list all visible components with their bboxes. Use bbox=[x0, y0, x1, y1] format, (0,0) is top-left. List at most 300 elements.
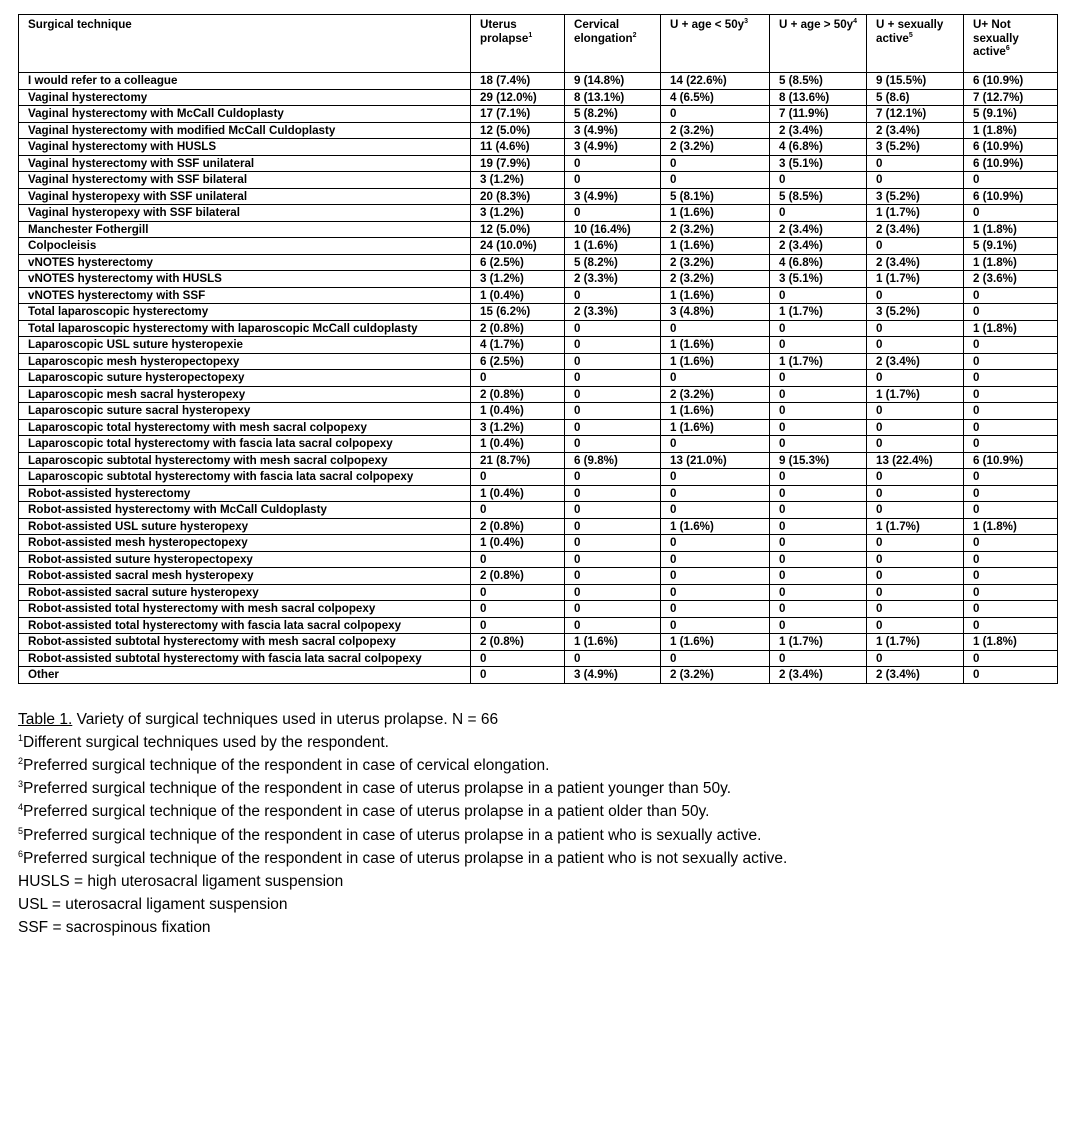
technique-cell: Laparoscopic suture hysteropectopexy bbox=[19, 370, 471, 387]
count-cell: 0 bbox=[661, 155, 770, 172]
count-cell: 1 (1.6%) bbox=[661, 337, 770, 354]
count-cell: 0 bbox=[964, 403, 1058, 420]
column-header bbox=[964, 15, 1058, 73]
column-header-label: U + age < 50y bbox=[670, 18, 745, 31]
count-cell: 1 (0.4%) bbox=[471, 535, 565, 552]
technique-cell: vNOTES hysterectomy with HUSLS bbox=[19, 271, 471, 288]
count-cell: 2 (3.2%) bbox=[661, 139, 770, 156]
table-row bbox=[19, 337, 1058, 354]
technique-cell: Vaginal hysterectomy with McCall Culdoplasty bbox=[19, 106, 471, 123]
count-cell: 3 (5.1%) bbox=[770, 155, 867, 172]
table-row bbox=[19, 502, 1058, 519]
count-cell: 0 bbox=[661, 370, 770, 387]
count-cell: 3 (1.2%) bbox=[471, 419, 565, 436]
count-cell: 3 (5.2%) bbox=[867, 304, 964, 321]
technique-cell: Total laparoscopic hysterectomy with laparoscopic McCall culdoplasty bbox=[19, 320, 471, 337]
column-header bbox=[770, 15, 867, 73]
table-row bbox=[19, 436, 1058, 453]
count-cell: 0 bbox=[867, 601, 964, 618]
column-header-label: Cervical elongation bbox=[574, 18, 633, 45]
count-cell: 2 (3.2%) bbox=[661, 667, 770, 684]
count-cell: 0 bbox=[770, 436, 867, 453]
technique-cell: Vaginal hysterectomy with HUSLS bbox=[19, 139, 471, 156]
count-cell: 0 bbox=[565, 155, 661, 172]
table-row bbox=[19, 106, 1058, 123]
count-cell: 15 (6.2%) bbox=[471, 304, 565, 321]
count-cell: 29 (12.0%) bbox=[471, 89, 565, 106]
count-cell: 0 bbox=[964, 205, 1058, 222]
table-row bbox=[19, 370, 1058, 387]
count-cell: 0 bbox=[867, 551, 964, 568]
count-cell: 1 (1.8%) bbox=[964, 221, 1058, 238]
count-cell: 0 bbox=[867, 650, 964, 667]
count-cell: 0 bbox=[565, 320, 661, 337]
count-cell: 0 bbox=[770, 584, 867, 601]
count-cell: 12 (5.0%) bbox=[471, 122, 565, 139]
count-cell: 0 bbox=[867, 172, 964, 189]
count-cell: 0 bbox=[661, 601, 770, 618]
table-row bbox=[19, 221, 1058, 238]
count-cell: 0 bbox=[565, 419, 661, 436]
count-cell: 9 (15.5%) bbox=[867, 73, 964, 90]
count-cell: 3 (1.2%) bbox=[471, 271, 565, 288]
technique-cell: Other bbox=[19, 667, 471, 684]
count-cell: 2 (3.4%) bbox=[770, 238, 867, 255]
count-cell: 2 (3.2%) bbox=[661, 221, 770, 238]
table-row bbox=[19, 535, 1058, 552]
count-cell: 2 (3.4%) bbox=[770, 221, 867, 238]
count-cell: 0 bbox=[565, 584, 661, 601]
column-header-label: Surgical technique bbox=[28, 18, 132, 31]
count-cell: 5 (8.6) bbox=[867, 89, 964, 106]
count-cell: 3 (5.2%) bbox=[867, 139, 964, 156]
count-cell: 4 (6.8%) bbox=[770, 139, 867, 156]
count-cell: 0 bbox=[770, 551, 867, 568]
count-cell: 12 (5.0%) bbox=[471, 221, 565, 238]
count-cell: 7 (11.9%) bbox=[770, 106, 867, 123]
count-cell: 0 bbox=[661, 469, 770, 486]
footnote-text: Preferred surgical technique of the respondent in case of uterus prolapse in a patient who is sexually active. bbox=[23, 826, 762, 844]
count-cell: 0 bbox=[565, 650, 661, 667]
count-cell: 2 (3.2%) bbox=[661, 254, 770, 271]
technique-cell: Robot-assisted hysterectomy with McCall Culdoplasty bbox=[19, 502, 471, 519]
table-row bbox=[19, 403, 1058, 420]
column-header-footnote-marker: 1 bbox=[528, 31, 533, 39]
abbreviation: HUSLS = high uterosacral ligament suspension bbox=[18, 872, 344, 890]
count-cell: 1 (1.7%) bbox=[867, 205, 964, 222]
footnote-marker: 3 bbox=[18, 778, 24, 789]
document bbox=[18, 14, 1058, 940]
table-row bbox=[19, 172, 1058, 189]
count-cell: 2 (3.3%) bbox=[565, 304, 661, 321]
count-cell: 1 (1.6%) bbox=[661, 403, 770, 420]
count-cell: 0 bbox=[770, 320, 867, 337]
count-cell: 0 bbox=[661, 535, 770, 552]
column-header-footnote-marker: 3 bbox=[744, 18, 749, 26]
count-cell: 2 (0.8%) bbox=[471, 568, 565, 585]
count-cell: 0 bbox=[661, 485, 770, 502]
count-cell: 0 bbox=[770, 535, 867, 552]
count-cell: 1 (1.7%) bbox=[770, 353, 867, 370]
footnote-marker: 1 bbox=[18, 732, 24, 743]
table-row bbox=[19, 155, 1058, 172]
table-row bbox=[19, 320, 1058, 337]
count-cell: 0 bbox=[964, 485, 1058, 502]
count-cell: 1 (1.6%) bbox=[661, 287, 770, 304]
technique-cell: I would refer to a colleague bbox=[19, 73, 471, 90]
count-cell: 0 bbox=[770, 617, 867, 634]
table-caption bbox=[18, 708, 1058, 731]
count-cell: 21 (8.7%) bbox=[471, 452, 565, 469]
count-cell: 0 bbox=[661, 551, 770, 568]
count-cell: 0 bbox=[964, 304, 1058, 321]
technique-cell: Robot-assisted total hysterectomy with mesh sacral colpopexy bbox=[19, 601, 471, 618]
count-cell: 0 bbox=[471, 551, 565, 568]
table-row bbox=[19, 271, 1058, 288]
footnote bbox=[18, 777, 1058, 800]
count-cell: 20 (8.3%) bbox=[471, 188, 565, 205]
count-cell: 0 bbox=[770, 386, 867, 403]
count-cell: 1 (0.4%) bbox=[471, 403, 565, 420]
count-cell: 4 (6.5%) bbox=[661, 89, 770, 106]
count-cell: 0 bbox=[964, 650, 1058, 667]
count-cell: 2 (3.4%) bbox=[867, 122, 964, 139]
count-cell: 3 (4.9%) bbox=[565, 188, 661, 205]
footnote bbox=[18, 731, 1058, 754]
count-cell: 0 bbox=[471, 601, 565, 618]
technique-cell: Laparoscopic total hysterectomy with mesh sacral colpopexy bbox=[19, 419, 471, 436]
count-cell: 0 bbox=[770, 485, 867, 502]
count-cell: 0 bbox=[661, 106, 770, 123]
count-cell: 2 (0.8%) bbox=[471, 386, 565, 403]
count-cell: 5 (9.1%) bbox=[964, 106, 1058, 123]
count-cell: 0 bbox=[661, 172, 770, 189]
table-header-row bbox=[19, 15, 1058, 73]
count-cell: 0 bbox=[867, 502, 964, 519]
count-cell: 0 bbox=[964, 551, 1058, 568]
technique-cell: vNOTES hysterectomy with SSF bbox=[19, 287, 471, 304]
count-cell: 0 bbox=[471, 469, 565, 486]
count-cell: 0 bbox=[867, 337, 964, 354]
count-cell: 0 bbox=[565, 353, 661, 370]
count-cell: 0 bbox=[471, 502, 565, 519]
abbreviation: USL = uterosacral ligament suspension bbox=[18, 896, 288, 914]
table-row bbox=[19, 386, 1058, 403]
count-cell: 8 (13.6%) bbox=[770, 89, 867, 106]
count-cell: 0 bbox=[964, 617, 1058, 634]
footnote-text: Preferred surgical technique of the respondent in case of uterus prolapse in a patient who is not sexually active. bbox=[23, 849, 788, 867]
count-cell: 3 (4.9%) bbox=[565, 139, 661, 156]
count-cell: 0 bbox=[770, 403, 867, 420]
footnote-text: Preferred surgical technique of the respondent in case of cervical elongation. bbox=[23, 756, 550, 774]
count-cell: 0 bbox=[471, 650, 565, 667]
count-cell: 1 (1.8%) bbox=[964, 518, 1058, 535]
count-cell: 3 (1.2%) bbox=[471, 205, 565, 222]
footnote-marker: 6 bbox=[18, 848, 24, 859]
count-cell: 0 bbox=[770, 502, 867, 519]
column-header bbox=[867, 15, 964, 73]
count-cell: 3 (4.9%) bbox=[565, 667, 661, 684]
count-cell: 2 (3.2%) bbox=[661, 122, 770, 139]
count-cell: 0 bbox=[661, 436, 770, 453]
count-cell: 0 bbox=[770, 370, 867, 387]
count-cell: 0 bbox=[471, 584, 565, 601]
table-body bbox=[19, 73, 1058, 684]
count-cell: 0 bbox=[867, 370, 964, 387]
footnote-text: Preferred surgical technique of the respondent in case of uterus prolapse in a patient younger than 50y. bbox=[23, 780, 732, 798]
count-cell: 4 (6.8%) bbox=[770, 254, 867, 271]
count-cell: 0 bbox=[867, 436, 964, 453]
column-header bbox=[565, 15, 661, 73]
count-cell: 3 (4.8%) bbox=[661, 304, 770, 321]
count-cell: 11 (4.6%) bbox=[471, 139, 565, 156]
count-cell: 4 (1.7%) bbox=[471, 337, 565, 354]
count-cell: 0 bbox=[964, 436, 1058, 453]
count-cell: 6 (2.5%) bbox=[471, 254, 565, 271]
count-cell: 0 bbox=[867, 403, 964, 420]
count-cell: 2 (3.4%) bbox=[867, 667, 964, 684]
count-cell: 6 (9.8%) bbox=[565, 452, 661, 469]
table-row bbox=[19, 139, 1058, 156]
count-cell: 0 bbox=[471, 370, 565, 387]
count-cell: 0 bbox=[964, 667, 1058, 684]
count-cell: 1 (1.7%) bbox=[867, 386, 964, 403]
count-cell: 0 bbox=[964, 469, 1058, 486]
count-cell: 0 bbox=[867, 320, 964, 337]
count-cell: 0 bbox=[565, 172, 661, 189]
table-row bbox=[19, 419, 1058, 436]
count-cell: 8 (13.1%) bbox=[565, 89, 661, 106]
count-cell: 9 (14.8%) bbox=[565, 73, 661, 90]
count-cell: 1 (1.6%) bbox=[661, 238, 770, 255]
technique-cell: Robot-assisted sacral suture hysteropexy bbox=[19, 584, 471, 601]
table-row bbox=[19, 469, 1058, 486]
count-cell: 7 (12.7%) bbox=[964, 89, 1058, 106]
count-cell: 0 bbox=[770, 650, 867, 667]
count-cell: 2 (3.4%) bbox=[867, 221, 964, 238]
column-header-footnote-marker: 6 bbox=[1005, 45, 1010, 53]
table-row bbox=[19, 485, 1058, 502]
count-cell: 3 (1.2%) bbox=[471, 172, 565, 189]
count-cell: 7 (12.1%) bbox=[867, 106, 964, 123]
technique-cell: Vaginal hysterectomy with SSF bilateral bbox=[19, 172, 471, 189]
count-cell: 5 (8.5%) bbox=[770, 73, 867, 90]
count-cell: 5 (8.2%) bbox=[565, 106, 661, 123]
count-cell: 0 bbox=[565, 403, 661, 420]
count-cell: 2 (0.8%) bbox=[471, 634, 565, 651]
count-cell: 1 (0.4%) bbox=[471, 287, 565, 304]
count-cell: 1 (1.6%) bbox=[661, 419, 770, 436]
technique-cell: Robot-assisted USL suture hysteropexy bbox=[19, 518, 471, 535]
count-cell: 0 bbox=[964, 386, 1058, 403]
technique-cell: Robot-assisted total hysterectomy with fascia lata sacral colpopexy bbox=[19, 617, 471, 634]
table-row bbox=[19, 617, 1058, 634]
caption-label: Table 1. bbox=[18, 710, 73, 728]
count-cell: 5 (8.1%) bbox=[661, 188, 770, 205]
footnote bbox=[18, 824, 1058, 847]
count-cell: 0 bbox=[565, 287, 661, 304]
count-cell: 1 (1.8%) bbox=[964, 634, 1058, 651]
footnote bbox=[18, 847, 1058, 870]
column-header bbox=[19, 15, 471, 73]
count-cell: 0 bbox=[770, 568, 867, 585]
table-row bbox=[19, 667, 1058, 684]
column-header bbox=[661, 15, 770, 73]
count-cell: 24 (10.0%) bbox=[471, 238, 565, 255]
count-cell: 0 bbox=[770, 172, 867, 189]
count-cell: 0 bbox=[770, 601, 867, 618]
count-cell: 1 (1.7%) bbox=[867, 271, 964, 288]
count-cell: 0 bbox=[661, 617, 770, 634]
count-cell: 1 (1.6%) bbox=[661, 353, 770, 370]
count-cell: 0 bbox=[565, 370, 661, 387]
count-cell: 0 bbox=[964, 337, 1058, 354]
count-cell: 0 bbox=[770, 518, 867, 535]
count-cell: 13 (21.0%) bbox=[661, 452, 770, 469]
footnote bbox=[18, 754, 1058, 777]
count-cell: 0 bbox=[964, 568, 1058, 585]
table-row bbox=[19, 584, 1058, 601]
footnote bbox=[18, 800, 1058, 823]
table-row bbox=[19, 353, 1058, 370]
count-cell: 0 bbox=[770, 419, 867, 436]
count-cell: 1 (1.7%) bbox=[867, 518, 964, 535]
technique-cell: Total laparoscopic hysterectomy bbox=[19, 304, 471, 321]
table-row bbox=[19, 188, 1058, 205]
column-header-footnote-marker: 2 bbox=[632, 31, 637, 39]
count-cell: 2 (3.4%) bbox=[770, 122, 867, 139]
count-cell: 18 (7.4%) bbox=[471, 73, 565, 90]
count-cell: 5 (9.1%) bbox=[964, 238, 1058, 255]
count-cell: 2 (3.4%) bbox=[867, 353, 964, 370]
count-cell: 0 bbox=[964, 419, 1058, 436]
technique-cell: Laparoscopic mesh hysteropectopexy bbox=[19, 353, 471, 370]
count-cell: 3 (4.9%) bbox=[565, 122, 661, 139]
count-cell: 5 (8.2%) bbox=[565, 254, 661, 271]
count-cell: 2 (3.4%) bbox=[770, 667, 867, 684]
count-cell: 0 bbox=[964, 535, 1058, 552]
abbreviation: SSF = sacrospinous fixation bbox=[18, 919, 211, 937]
technique-cell: Vaginal hysterectomy bbox=[19, 89, 471, 106]
table-row bbox=[19, 601, 1058, 618]
column-header-footnote-marker: 4 bbox=[853, 18, 858, 26]
count-cell: 0 bbox=[770, 205, 867, 222]
count-cell: 0 bbox=[964, 172, 1058, 189]
technique-cell: Vaginal hysteropexy with SSF unilateral bbox=[19, 188, 471, 205]
count-cell: 6 (10.9%) bbox=[964, 155, 1058, 172]
techniques-table bbox=[18, 14, 1058, 684]
count-cell: 0 bbox=[565, 601, 661, 618]
table-notes bbox=[18, 708, 1058, 940]
technique-cell: Vaginal hysterectomy with modified McCall Culdoplasty bbox=[19, 122, 471, 139]
footnote-marker: 4 bbox=[18, 802, 24, 813]
count-cell: 0 bbox=[964, 584, 1058, 601]
count-cell: 0 bbox=[661, 320, 770, 337]
count-cell: 9 (15.3%) bbox=[770, 452, 867, 469]
table-row bbox=[19, 238, 1058, 255]
technique-cell: Manchester Fothergill bbox=[19, 221, 471, 238]
table-row bbox=[19, 551, 1058, 568]
count-cell: 0 bbox=[770, 287, 867, 304]
count-cell: 0 bbox=[565, 337, 661, 354]
count-cell: 0 bbox=[565, 205, 661, 222]
count-cell: 17 (7.1%) bbox=[471, 106, 565, 123]
count-cell: 1 (1.6%) bbox=[661, 634, 770, 651]
table-row bbox=[19, 73, 1058, 90]
count-cell: 19 (7.9%) bbox=[471, 155, 565, 172]
count-cell: 0 bbox=[661, 502, 770, 519]
count-cell: 14 (22.6%) bbox=[661, 73, 770, 90]
count-cell: 2 (3.4%) bbox=[867, 254, 964, 271]
count-cell: 1 (1.6%) bbox=[565, 238, 661, 255]
technique-cell: vNOTES hysterectomy bbox=[19, 254, 471, 271]
count-cell: 2 (3.6%) bbox=[964, 271, 1058, 288]
count-cell: 0 bbox=[565, 386, 661, 403]
count-cell: 2 (3.3%) bbox=[565, 271, 661, 288]
count-cell: 0 bbox=[867, 419, 964, 436]
count-cell: 0 bbox=[661, 584, 770, 601]
technique-cell: Robot-assisted subtotal hysterectomy with fascia lata sacral colpopexy bbox=[19, 650, 471, 667]
count-cell: 0 bbox=[471, 617, 565, 634]
count-cell: 10 (16.4%) bbox=[565, 221, 661, 238]
technique-cell: Laparoscopic total hysterectomy with fascia lata sacral colpopexy bbox=[19, 436, 471, 453]
count-cell: 1 (1.6%) bbox=[565, 634, 661, 651]
count-cell: 1 (0.4%) bbox=[471, 485, 565, 502]
count-cell: 0 bbox=[565, 518, 661, 535]
technique-cell: Robot-assisted mesh hysteropectopexy bbox=[19, 535, 471, 552]
count-cell: 0 bbox=[565, 568, 661, 585]
technique-cell: Robot-assisted hysterectomy bbox=[19, 485, 471, 502]
technique-cell: Robot-assisted suture hysteropectopexy bbox=[19, 551, 471, 568]
table-row bbox=[19, 518, 1058, 535]
count-cell: 2 (3.2%) bbox=[661, 386, 770, 403]
footnote-marker: 5 bbox=[18, 825, 24, 836]
count-cell: 0 bbox=[867, 584, 964, 601]
count-cell: 0 bbox=[964, 502, 1058, 519]
count-cell: 6 (10.9%) bbox=[964, 73, 1058, 90]
table-row bbox=[19, 650, 1058, 667]
count-cell: 0 bbox=[565, 485, 661, 502]
count-cell: 6 (2.5%) bbox=[471, 353, 565, 370]
count-cell: 5 (8.5%) bbox=[770, 188, 867, 205]
count-cell: 0 bbox=[661, 568, 770, 585]
column-header-label: U + sexually active bbox=[876, 18, 944, 45]
technique-cell: Robot-assisted sacral mesh hysteropexy bbox=[19, 568, 471, 585]
count-cell: 0 bbox=[867, 535, 964, 552]
count-cell: 0 bbox=[565, 436, 661, 453]
count-cell: 0 bbox=[964, 601, 1058, 618]
caption-text: Variety of surgical techniques used in uterus prolapse. N = 66 bbox=[72, 710, 499, 728]
count-cell: 1 (1.8%) bbox=[964, 122, 1058, 139]
count-cell: 6 (10.9%) bbox=[964, 452, 1058, 469]
count-cell: 0 bbox=[867, 155, 964, 172]
count-cell: 1 (1.6%) bbox=[661, 205, 770, 222]
count-cell: 0 bbox=[867, 469, 964, 486]
count-cell: 0 bbox=[565, 551, 661, 568]
count-cell: 1 (1.8%) bbox=[964, 320, 1058, 337]
count-cell: 0 bbox=[964, 287, 1058, 304]
count-cell: 0 bbox=[964, 370, 1058, 387]
count-cell: 0 bbox=[565, 535, 661, 552]
count-cell: 2 (0.8%) bbox=[471, 518, 565, 535]
table-row bbox=[19, 89, 1058, 106]
table-row bbox=[19, 122, 1058, 139]
count-cell: 1 (1.7%) bbox=[867, 634, 964, 651]
count-cell: 0 bbox=[565, 469, 661, 486]
column-header-label: U + age > 50y bbox=[779, 18, 854, 31]
count-cell: 0 bbox=[770, 337, 867, 354]
table-row bbox=[19, 568, 1058, 585]
